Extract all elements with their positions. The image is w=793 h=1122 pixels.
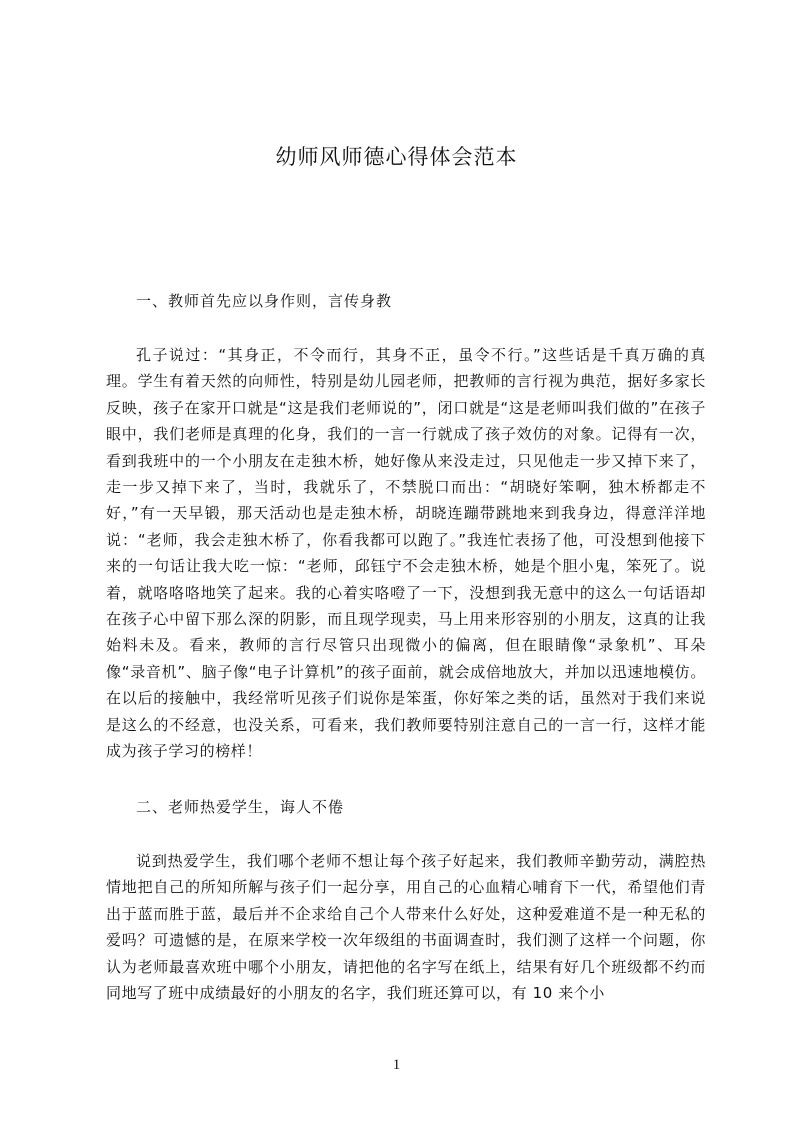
page-number: 1 xyxy=(392,1057,401,1073)
section-paragraph-2: 说到热爱学生，我们哪个老师不想让每个孩子好起来，我们教师辛勤劳动，满腔热情地把自己的所知所解与孩子们一起分享，用自己的心血精心哺育下一代，希望他们青出于蓝而胜于蓝，最后并不企求给自己个人带来什么好处，这种爱难道不是一种无私的爱吗？可遗憾的是，在原来学校一次年级组的书面调查时，我们测了这样一个问题，你认为老师最喜欢班中哪个小朋友，请把他的名字写在纸上，结果有好几个班级都不约而同地写了班中成绩最好的小朋友的名字，我们班还算可以，有 10 来个小 xyxy=(106,852,706,1003)
section-heading-2: 二、老师热爱学生，诲人不倦 xyxy=(136,798,345,816)
section-heading-1: 一、教师首先应以身作则，言传身教 xyxy=(136,292,393,310)
document-title: 幼师风师德心得体会范本 xyxy=(275,145,518,169)
section-paragraph-1: 孔子说过：“其身正，不令而行，其身不正，虽令不行。”这些话是千真万确的真理。学生有着天然的向师性，特别是幼儿园老师，把教师的言行视为典范，据好多家长反映，孩子在家开口就是“这是我们老师说的”，闭口就是“这是老师叫我们做的”在孩子眼中，我们老师是真理的化身，我们的一言一行就成了孩子效仿的对象。记得有一次，看到我班中的一个小朋友在走独木桥，她好像从来没走过，只见他走一步又掉下来了，走一步又掉下来了，当时，我就乐了，不禁脱口而出：“胡晓好笨啊，独木桥都走不好，”有一天早锻，那天活动也是走独木桥，胡晓连蹦带跳地来到我身边，得意洋洋地说：“老师，我会走独木桥了，你看我都可以跑了。”我连忙表扬了他，可没想到他接下来的一句话让我大吃一惊：“老师，邱钰宁不会走独木桥，她是个胆小鬼，笨死了。说着，就咯咯咯地笑了起来。我的心着实咯噔了一下，没想到我无意中的这么一句话语却在孩子心中留下那么深的阴影，而且现学现卖，马上用来形容别的小朋友，这真的让我始料未及。看来，教师的言行尽管只出现微小的偏离，但在眼睛像“录象机”、耳朵像“录音机”、脑子像“电子计算机”的孩子面前，就会成倍地放大，并加以迅速地模仿。在以后的接触中，我经常听见孩子们说你是笨蛋，你好笨之类的话，虽然对于我们来说是这么的不经意，也没关系，可看来，我们教师要特别注意自己的一言一行，这样才能成为孩子学习的榜样！ xyxy=(106,346,706,761)
